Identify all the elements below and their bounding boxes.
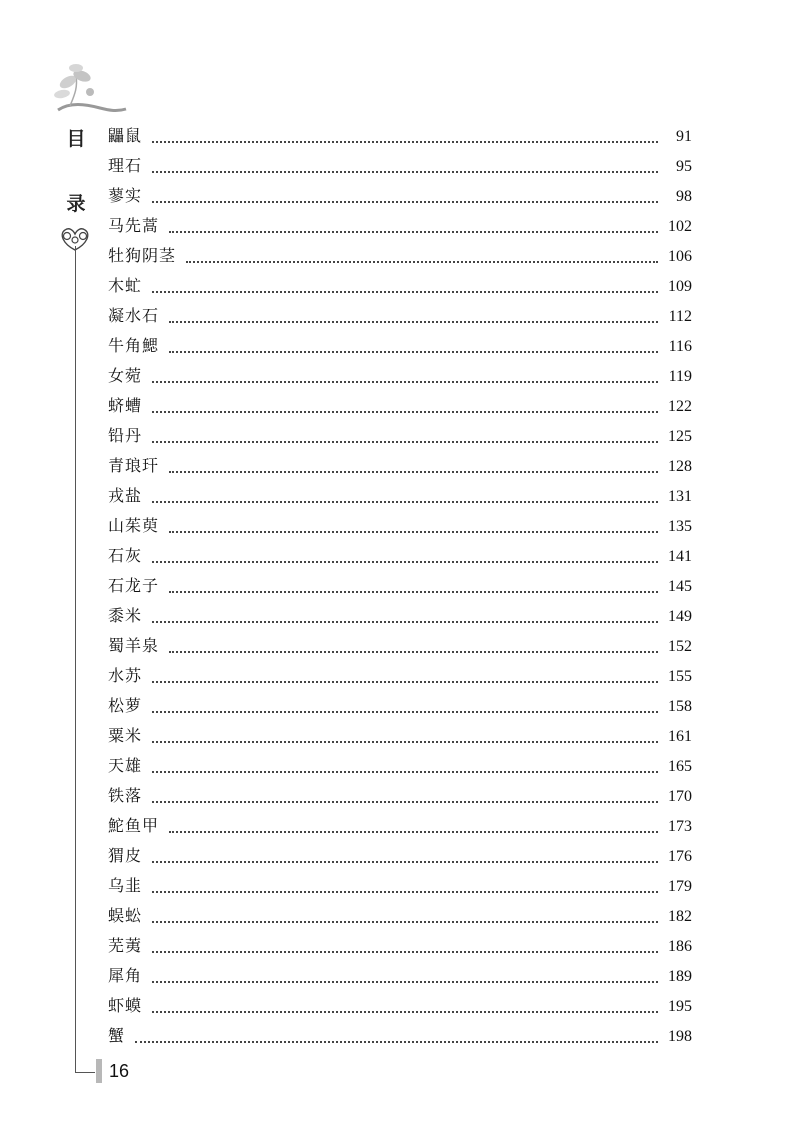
toc-entry-title: 鼺鼠 bbox=[108, 126, 143, 145]
dot-leader bbox=[169, 530, 658, 533]
toc-entry-title: 青琅玕 bbox=[108, 456, 160, 475]
toc-entry-page: 128 bbox=[668, 458, 692, 475]
toc-entry-title: 马先蒿 bbox=[108, 216, 160, 235]
toc-entry-title: 水苏 bbox=[108, 666, 143, 685]
dot-leader bbox=[152, 200, 658, 203]
toc-entry[interactable] bbox=[108, 933, 692, 963]
toc-entry-page: 165 bbox=[668, 758, 692, 775]
toc-entry[interactable] bbox=[108, 693, 692, 723]
toc-entry[interactable] bbox=[108, 153, 692, 183]
toc-entry-title: 粟米 bbox=[108, 726, 143, 745]
toc-entry[interactable] bbox=[108, 213, 692, 243]
toc-entry-title: 犀角 bbox=[108, 966, 143, 985]
dot-leader bbox=[152, 980, 658, 983]
dot-leader bbox=[152, 920, 658, 923]
toc-entry[interactable] bbox=[108, 303, 692, 333]
dot-leader bbox=[186, 260, 658, 263]
toc-entry-title: 石龙子 bbox=[108, 576, 160, 595]
dot-leader bbox=[152, 410, 658, 413]
toc-entry[interactable] bbox=[108, 243, 692, 273]
toc-entry-page: 102 bbox=[668, 218, 692, 235]
toc-entry[interactable] bbox=[108, 903, 692, 933]
dot-leader bbox=[152, 140, 658, 143]
toc-entry-title: 石灰 bbox=[108, 546, 143, 565]
toc-title-char-1: 目 bbox=[66, 128, 86, 150]
toc-entry[interactable] bbox=[108, 453, 692, 483]
toc-entry-title: 铁落 bbox=[108, 786, 143, 805]
toc-entry-page: 135 bbox=[668, 518, 692, 535]
toc-entry-page: 91 bbox=[676, 128, 692, 145]
toc-entry-page: 158 bbox=[668, 698, 692, 715]
toc-entry-title: 牛角鰓 bbox=[108, 336, 160, 355]
toc-entry-page: 122 bbox=[668, 398, 692, 415]
dot-leader bbox=[152, 440, 658, 443]
dot-leader bbox=[169, 470, 658, 473]
dot-leader bbox=[152, 890, 658, 893]
dot-leader bbox=[152, 740, 658, 743]
dot-leader bbox=[152, 560, 658, 563]
toc-entry-page: 145 bbox=[668, 578, 692, 595]
toc-entry-title: 蜀羊泉 bbox=[108, 636, 160, 655]
toc-entry-page: 179 bbox=[668, 878, 692, 895]
page-number: 16 bbox=[109, 1061, 130, 1081]
toc-entry-title: 牡狗阴茎 bbox=[108, 246, 177, 265]
dot-leader bbox=[169, 590, 658, 593]
toc-entry-title: 乌韭 bbox=[108, 876, 143, 895]
toc-entry[interactable] bbox=[108, 783, 692, 813]
toc-entry-title: 山茱萸 bbox=[108, 516, 160, 535]
toc-entry[interactable] bbox=[108, 333, 692, 363]
toc-entry[interactable] bbox=[108, 183, 692, 213]
toc-entry[interactable] bbox=[108, 843, 692, 873]
page-number-tab bbox=[96, 1059, 102, 1083]
toc-entry-title: 猬皮 bbox=[108, 846, 143, 865]
toc-entry-page: 198 bbox=[668, 1028, 692, 1045]
table-of-contents bbox=[108, 123, 692, 1053]
side-vertical-rule bbox=[75, 246, 76, 1072]
dot-leader bbox=[152, 500, 658, 503]
toc-entry-title: 蟹 bbox=[108, 1026, 126, 1045]
toc-entry-page: 152 bbox=[668, 638, 692, 655]
dot-leader bbox=[152, 290, 658, 293]
toc-entry-page: 112 bbox=[668, 308, 692, 325]
dot-leader bbox=[152, 770, 658, 773]
toc-entry-page: 149 bbox=[668, 608, 692, 625]
toc-title-char-2: 录 bbox=[66, 193, 86, 215]
toc-entry-page: 155 bbox=[668, 668, 692, 685]
dot-leader bbox=[152, 170, 658, 173]
toc-entry-page: 109 bbox=[668, 278, 692, 295]
dot-leader bbox=[169, 350, 658, 353]
toc-entry[interactable] bbox=[108, 423, 692, 453]
toc-entry[interactable] bbox=[108, 363, 692, 393]
toc-entry[interactable] bbox=[108, 633, 692, 663]
toc-entry-page: 119 bbox=[668, 368, 692, 385]
dot-leader bbox=[152, 800, 658, 803]
toc-entry-page: 131 bbox=[668, 488, 692, 505]
ginseng-ornament-icon bbox=[50, 62, 130, 122]
dot-leader bbox=[152, 950, 658, 953]
toc-entry[interactable] bbox=[108, 1023, 692, 1053]
toc-entry-page: 98 bbox=[676, 188, 692, 205]
dot-leader bbox=[152, 1010, 658, 1013]
dot-leader bbox=[152, 710, 658, 713]
dot-leader bbox=[169, 230, 658, 233]
dot-leader bbox=[169, 830, 658, 833]
toc-entry[interactable] bbox=[108, 813, 692, 843]
toc-entry-title: 蓼实 bbox=[108, 186, 143, 205]
toc-entry-title: 蜈蚣 bbox=[108, 906, 143, 925]
toc-entry-title: 戎盐 bbox=[108, 486, 143, 505]
toc-entry-title: 理石 bbox=[108, 156, 143, 175]
toc-entry[interactable] bbox=[108, 543, 692, 573]
toc-entry[interactable] bbox=[108, 963, 692, 993]
dot-leader bbox=[152, 860, 658, 863]
toc-entry-title: 铅丹 bbox=[108, 426, 143, 445]
toc-entry[interactable] bbox=[108, 723, 692, 753]
dot-leader bbox=[152, 380, 658, 383]
footer-rule bbox=[75, 1072, 95, 1073]
dot-leader bbox=[169, 320, 658, 323]
toc-entry-page: 195 bbox=[668, 998, 692, 1015]
toc-entry-title: 天雄 bbox=[108, 756, 143, 775]
toc-entry-page: 189 bbox=[668, 968, 692, 985]
toc-entry-title: 松萝 bbox=[108, 696, 143, 715]
toc-entry-page: 170 bbox=[668, 788, 692, 805]
toc-entry[interactable] bbox=[108, 273, 692, 303]
toc-entry[interactable] bbox=[108, 123, 692, 153]
dot-leader bbox=[152, 680, 658, 683]
toc-entry-page: 186 bbox=[668, 938, 692, 955]
dot-leader bbox=[135, 1040, 658, 1043]
dot-leader bbox=[169, 650, 658, 653]
toc-entry[interactable] bbox=[108, 873, 692, 903]
toc-entry-page: 125 bbox=[668, 428, 692, 445]
dot-leader bbox=[152, 620, 658, 623]
toc-entry[interactable] bbox=[108, 483, 692, 513]
toc-entry-title: 虾蟆 bbox=[108, 996, 143, 1015]
toc-entry-title: 蛴螬 bbox=[108, 396, 143, 415]
toc-entry-title: 女菀 bbox=[108, 366, 143, 385]
toc-entry-title: 木虻 bbox=[108, 276, 143, 295]
toc-entry[interactable] bbox=[108, 513, 692, 543]
toc-entry[interactable] bbox=[108, 663, 692, 693]
toc-entry[interactable] bbox=[108, 573, 692, 603]
toc-entry[interactable] bbox=[108, 753, 692, 783]
toc-entry[interactable] bbox=[108, 603, 692, 633]
toc-entry[interactable] bbox=[108, 993, 692, 1023]
toc-entry-page: 176 bbox=[668, 848, 692, 865]
toc-entry-page: 173 bbox=[668, 818, 692, 835]
toc-entry[interactable] bbox=[108, 393, 692, 423]
toc-entry-page: 116 bbox=[668, 338, 692, 355]
toc-entry-title: 黍米 bbox=[108, 606, 143, 625]
toc-entry-page: 106 bbox=[668, 248, 692, 265]
toc-entry-title: 鮀鱼甲 bbox=[108, 816, 160, 835]
toc-entry-title: 凝水石 bbox=[108, 306, 160, 325]
toc-entry-page: 161 bbox=[668, 728, 692, 745]
toc-entry-page: 141 bbox=[668, 548, 692, 565]
toc-entry-page: 95 bbox=[676, 158, 692, 175]
toc-entry-page: 182 bbox=[668, 908, 692, 925]
toc-entry-title: 芜荑 bbox=[108, 936, 143, 955]
